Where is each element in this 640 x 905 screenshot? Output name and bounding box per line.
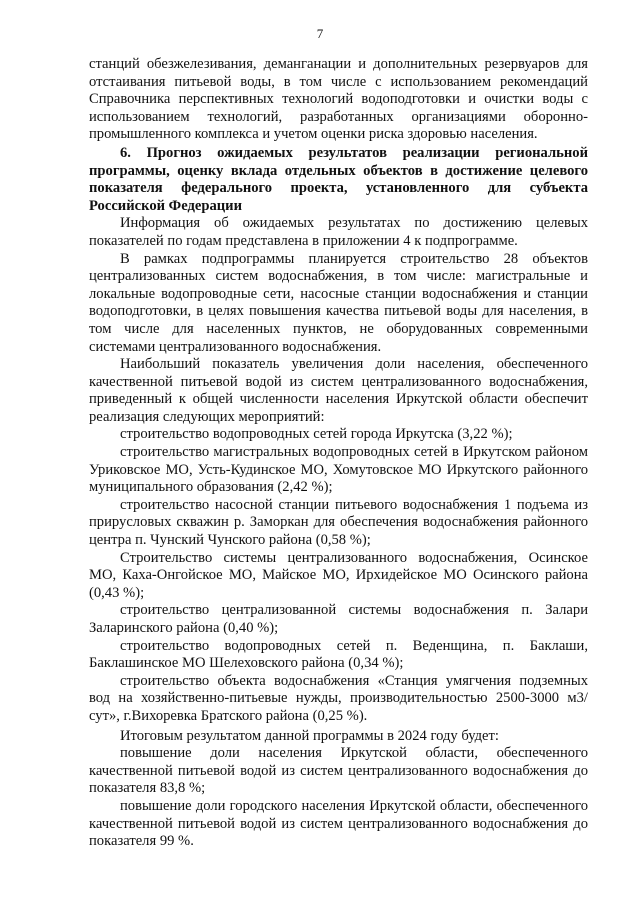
- measure-irkutsk-district: строительство магистральных водопроводных сетей в Иркутском районом Уриковское МО, Усть-Кудинское МО, Хомутовское МО Иркутского районного муниципального образования (2,42 %);: [89, 444, 588, 496]
- result-urban-share: повышение доли городского населения Иркутской области, обеспеченного качественной питьевой водой из систем централизованного водоснабжения до показателя 99 %.: [89, 797, 588, 850]
- section-heading: 6. Прогноз ожидаемых результатов реализации региональной программы, оценку вклада отдельных объектов в достижение целевого показателя федерального проекта, установленного для субъекта Российской Федерации: [89, 144, 588, 214]
- result-region-share: повышение доли населения Иркутской области, обеспеченного качественной питьевой водой из систем централизованного водоснабжения до показателя 83,8 %;: [89, 745, 588, 797]
- measure-chunsky: строительство насосной станции питьевого водоснабжения 1 подъема из прирусловых скважин р. Заморкан для обеспечения водоснабжения районного центра п. Чунский Чунского района (0,58 %);: [89, 496, 588, 549]
- paragraph-intro: станций обезжелезивания, деманганации и дополнительных резервуаров для отстаивания питьевой воды, в том числе с использованием рекомендаций Справочника перспективных технологий водоподготовки и очистки воды с использованием технологий, разработанных организациями оборонно-промышленного комплекса и учетом оценки риска здоровью населения.: [89, 56, 588, 143]
- document-body: [89, 56, 588, 851]
- measure-irkutsk: строительство водопроводных сетей города Иркутска (3,22 %);: [120, 426, 513, 443]
- measure-shelekhov: строительство водопроводных сетей п. Веденщина, п. Баклаши, Баклашинское МО Шелеховского района (0,34 %);: [89, 637, 588, 672]
- paragraph-result: Итоговым результатом данной программы в 2024 году будет:: [120, 727, 499, 744]
- paragraph-indicator: Наибольший показатель увеличения доли населения, обеспеченного качественной питьевой водой из систем централизованного водоснабжения, приведенный к общей численности населения Иркутской области обеспечит реализация следующих мероприятий:: [89, 356, 588, 425]
- paragraph-construction: В рамках подпрограммы планируется строительство 28 объектов централизованных систем водоснабжения, в том числе: магистральные и локальные водопроводные сети, насосные станции водоснабжения и станции водоподготовки, в целях повышения качества питьевой воды для населения, в том числе для населенных пунктов, не оборудованных современными системами централизованного водоснабжения.: [89, 250, 588, 355]
- paragraph-info: Информация об ожидаемых результатах по достижению целевых показателей по годам представлена в приложении 4 к подпрограмме.: [89, 215, 588, 249]
- page-number: 7: [316, 26, 324, 41]
- measure-zalari: строительство централизованной системы водоснабжения п. Залари Заларинского района (0,40 %);: [89, 602, 588, 636]
- measure-osinsky: Строительство системы централизованного водоснабжения, Осинское МО, Каха-Онгойское МО, Майское МО, Ирхидейское МО Осинского района (0,43 %);: [89, 549, 588, 601]
- measure-vikhorevka: строительство объекта водоснабжения «Станция умягчения подземных вод на хозяйственно-питьевые нужды, производительностью 2500-3000 м3/сут», г.Вихоревка Братского района (0,25 %).: [89, 672, 588, 724]
